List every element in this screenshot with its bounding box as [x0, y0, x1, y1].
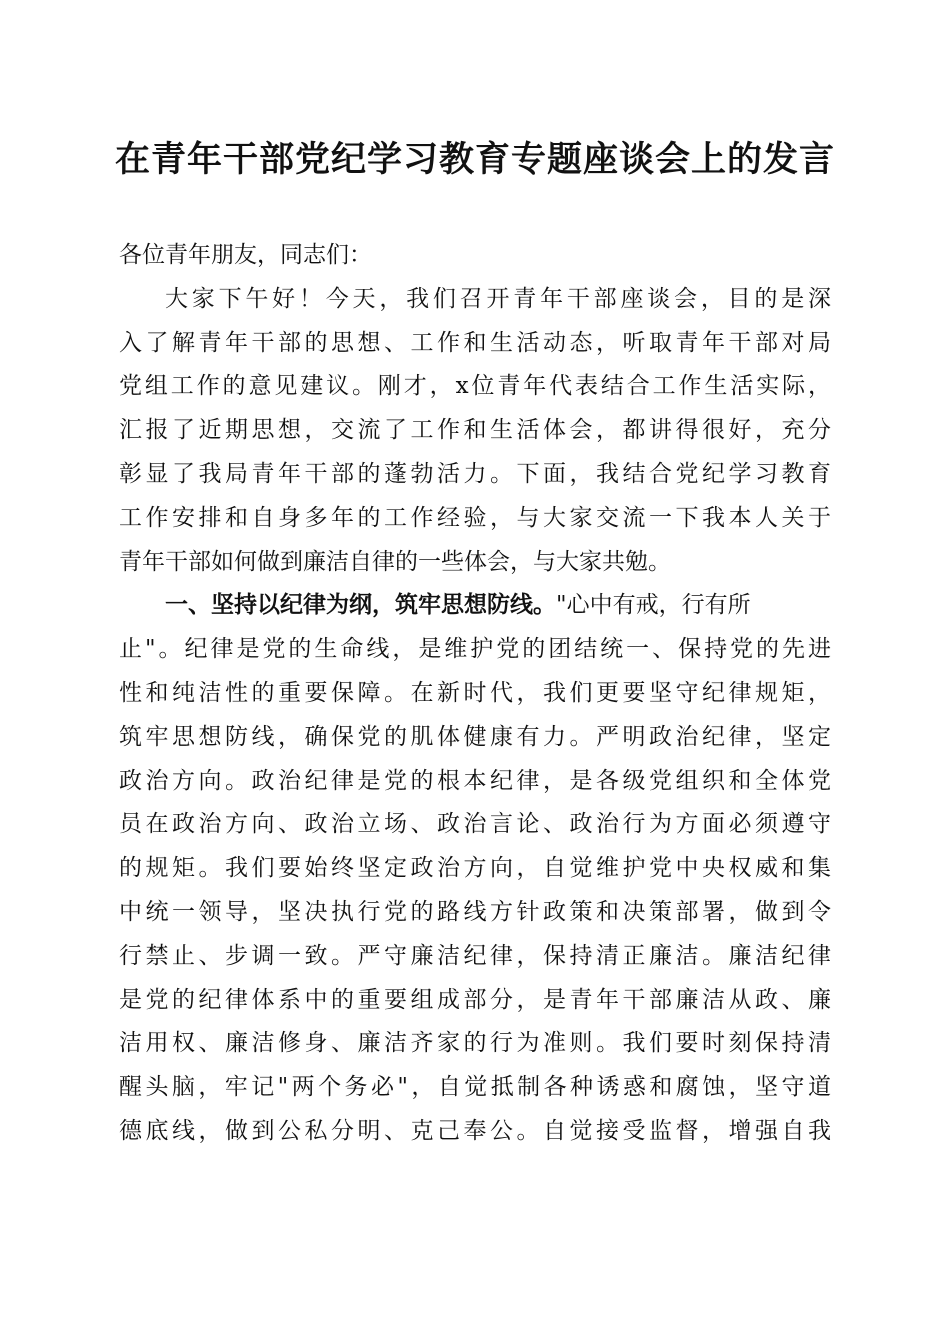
text-run: 德底线，做到公私分明、克己奉公。自觉接受监督，增强自我: [119, 1117, 835, 1144]
text-run: 汇报了近期思想，交流了工作和生活体会，都讲得很好，充分: [119, 417, 835, 444]
salutation: [119, 234, 831, 278]
text-line: [119, 409, 835, 453]
text-run: 大家下午好！今天，我们召开青年干部座谈会，目的是深: [165, 285, 835, 312]
text-line: [119, 497, 835, 541]
text-line: [119, 1022, 835, 1066]
text-line: [119, 760, 835, 804]
text-run: 员在政治方向、政治立场、政治言论、政治行为方面必须遵守: [119, 811, 835, 838]
text-line: [119, 365, 834, 409]
text-run: 行禁止、步调一致。严守廉洁纪律，保持清正廉洁。廉洁纪律: [119, 942, 835, 969]
section-1-heading-line: [119, 584, 831, 628]
text-run: 中统一领导，坚决执行党的路线方针政策和决策部署，做到令: [119, 898, 835, 925]
text-line: [119, 278, 835, 322]
text-line: [119, 453, 835, 497]
text-run: 青年干部如何做到廉洁自律的一些体会，与大家共勉。: [119, 548, 671, 575]
text-line: [119, 716, 835, 760]
text-run: 的规矩。我们要始终坚定政治方向，自觉维护党中央权威和集: [119, 855, 835, 882]
text-run: 工作安排和自身多年的工作经验，与大家交流一下我本人关于: [119, 504, 835, 531]
text-line: [119, 322, 835, 366]
section-1-heading: 一、坚持以纪律为纲，筑牢思想防线。: [165, 592, 556, 619]
text-run: 政治方向。政治纪律是党的根本纪律，是各级党组织和全体党: [119, 767, 835, 794]
text-line: [119, 672, 835, 716]
text-run: 党组工作的意见建议。刚才，x位青年代表结合工作生活实际，: [119, 373, 834, 400]
paragraph-intro: [119, 278, 835, 585]
text-line: [119, 847, 835, 891]
text-line: [119, 891, 835, 935]
text-run: 是党的纪律体系中的重要组成部分，是青年干部廉洁从政、廉: [119, 986, 835, 1013]
text-line: [119, 935, 835, 979]
text-line: [119, 803, 835, 847]
text-run: 止"。纪律是党的生命线，是维护党的团结统一、保持党的先进: [119, 636, 834, 663]
text-run: 入了解青年干部的思想、工作和生活动态，听取青年干部对局: [119, 329, 835, 356]
text-line: [119, 1066, 835, 1110]
text-run: 醒头脑，牢记"两个务必"，自觉抵制各种诱惑和腐蚀，坚守道: [119, 1074, 835, 1101]
text-run: 性和纯洁性的重要保障。在新时代，我们更要坚守纪律规矩，: [119, 679, 835, 706]
text-line: [119, 1110, 835, 1154]
text-line: [119, 628, 834, 672]
text-run: 筑牢思想防线，确保党的肌体健康有力。严明政治纪律，坚定: [119, 723, 835, 750]
salutation-text: 各位青年朋友，同志们：: [119, 242, 372, 268]
document-body: [119, 234, 835, 1154]
text-line: [119, 541, 831, 585]
text-run: "心中有戒，行有所: [556, 592, 751, 619]
text-run: 彰显了我局青年干部的蓬勃活力。下面，我结合党纪学习教育: [119, 460, 835, 487]
section-1: [119, 584, 835, 1153]
text-run: 洁用权、廉洁修身、廉洁齐家的行为准则。我们要时刻保持清: [119, 1030, 835, 1057]
text-line: [119, 979, 835, 1023]
document-title: 在青年干部党纪学习教育专题座谈会上的发言: [114, 139, 835, 180]
